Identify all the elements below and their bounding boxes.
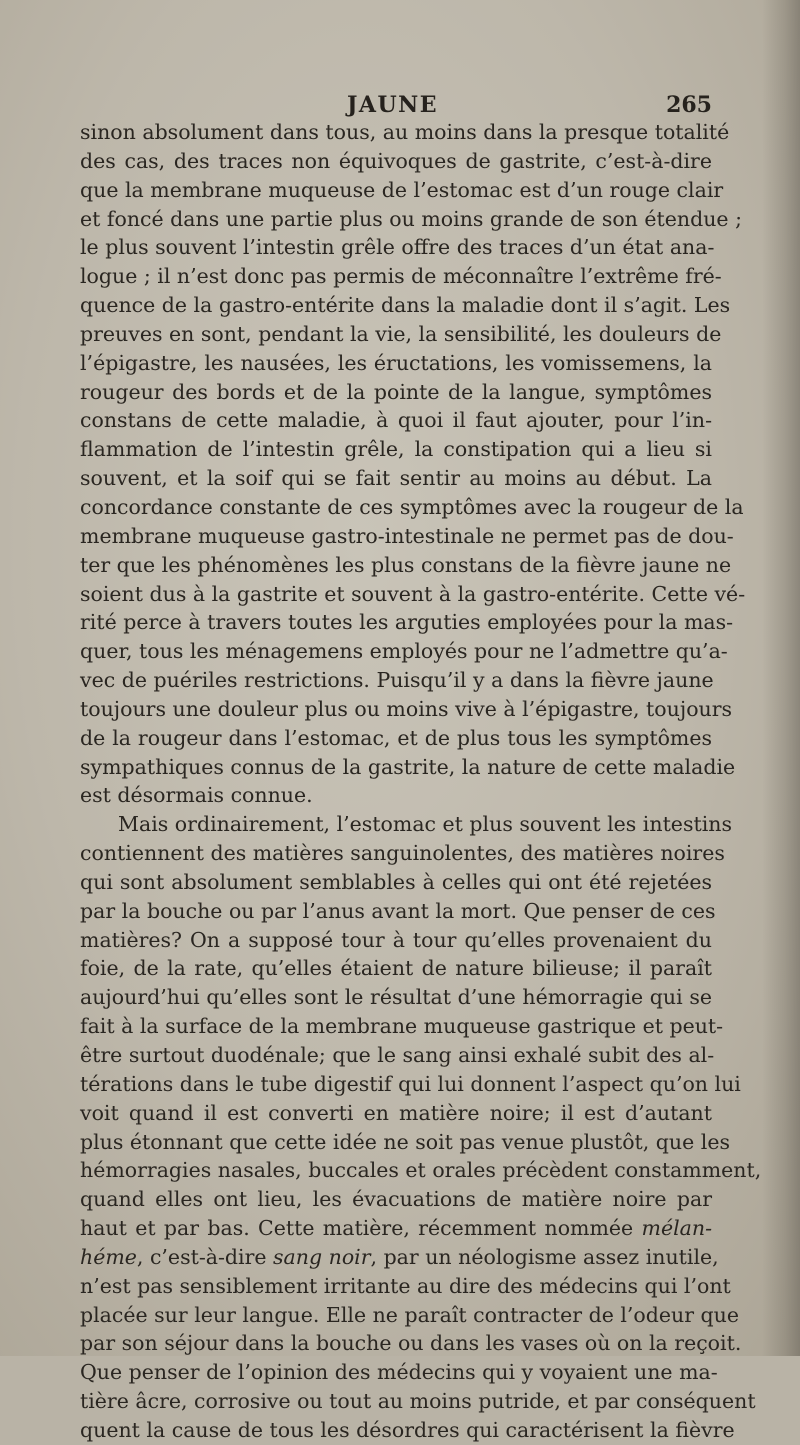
text-line: être surtout duodénale; que le sang ainsi exhalé subit des al- — [80, 1043, 715, 1067]
text-line: foie, de la rate, qu’elles étaient de nature bilieuse; il paraît — [80, 956, 712, 981]
text-line: quer, tous les ménagemens employés pour ne l’admettre qu’a- — [80, 639, 728, 664]
text-line: souvent, et la soif qui se fait sentir au moins au début. La — [80, 466, 712, 491]
text-line: concordance constante de ces symptômes avec la rougeur de la — [80, 494, 744, 519]
text-line: logue ; il n’est donc pas permis de méconnaître l’extrême fré- — [80, 264, 722, 289]
text-line: quence de la gastro-entérite dans la maladie dont il s’agit. Les — [80, 293, 731, 318]
text-line: des cas, des traces non équivoques de gastrite, c’est-à-dire — [80, 148, 712, 173]
text-line: haut et par bas. Cette matière, récemment nommée mélan- — [80, 1216, 712, 1241]
text-line: quand elles ont lieu, les évacuations de matière noire par — [80, 1187, 712, 1212]
text-line: le plus souvent l’intestin grêle offre des traces d’un état ana- — [80, 235, 715, 260]
text-line: par son séjour dans la bouche ou dans les vases où on la reçoit. — [80, 1331, 742, 1356]
text-line: matières? On a supposé tour à tour qu’elles provenaient du — [80, 927, 712, 952]
text-line: rougeur des bords et de la pointe de la langue, symptômes — [80, 379, 712, 404]
page-number: 265 — [666, 92, 712, 118]
text-line: preuves en sont, pendant la vie, la sensibilité, les douleurs de — [80, 321, 722, 346]
text-line: placée sur leur langue. Elle ne paraît contracter de l’odeur que — [80, 1302, 740, 1327]
body-text — [80, 118, 762, 1445]
text-line: plus étonnant que cette idée ne soit pas venue plustôt, que les — [80, 1129, 730, 1154]
text-line: sinon absolument dans tous, au moins dans la presque totalité — [80, 120, 730, 144]
text-line: de la rougeur dans l’estomac, et de plus tous les symptômes — [80, 725, 712, 750]
text-line: fait à la surface de la membrane muqueuse gastrique et peut- — [80, 1014, 724, 1039]
text-line: par la bouche ou par l’anus avant la mort. Que penser de ces — [80, 898, 716, 923]
text-line: voit quand il est converti en matière noire; il est d’autant — [80, 1100, 712, 1125]
text-line: soient dus à la gastrite et souvent à la gastro-entérite. Cette vé- — [80, 581, 746, 606]
text-line: membrane muqueuse gastro-intestinale ne permet pas de dou- — [80, 523, 734, 548]
text-line: l’épigastre, les nausées, les éructations, les vomissemens, la — [80, 350, 712, 375]
text-line: sympathiques connus de la gastrite, la nature de cette maladie — [80, 754, 736, 779]
text-line: qui sont absolument semblables à celles qui ont été rejetées — [80, 869, 712, 894]
text-line: ter que les phénomènes les plus constans de la fièvre jaune ne — [80, 552, 732, 577]
page-edge-shadow — [762, 0, 800, 1356]
text-line: aujourd’hui qu’elles sont le résultat d’une hémorragie qui se — [80, 985, 712, 1010]
text-line-paragraph-end: est désormais connue. — [80, 783, 313, 808]
text-line: Que penser de l’opinion des médecins qui y voyaient une ma- — [80, 1360, 718, 1385]
text-line: toujours une douleur plus ou moins vive à l’épigastre, toujours — [80, 696, 733, 721]
text-line: n’est pas sensiblement irritante au dire des médecins qui l’ont — [80, 1273, 731, 1298]
text-line: flammation de l’intestin grêle, la constipation qui a lieu si — [80, 437, 712, 462]
text-line: et foncé dans une partie plus ou moins grande de son étendue ; — [80, 206, 742, 231]
text-line: rité perce à travers toutes les arguties employées pour la mas- — [80, 610, 734, 635]
text-line: constans de cette maladie, à quoi il faut ajouter, pour l’in- — [80, 408, 712, 433]
text-line: térations dans le tube digestif qui lui donnent l’aspect qu’on lui — [80, 1071, 741, 1096]
running-title: JAUNE — [347, 92, 439, 118]
text-line: contiennent des matières sanguinolentes, des matières noires — [80, 841, 725, 866]
text-line: tière âcre, corrosive ou tout au moins putride, et par conséquent — [80, 1389, 756, 1414]
text-line: vec de puériles restrictions. Puisqu’il y a dans la fièvre jaune — [80, 668, 714, 693]
text-line-paragraph-start: Mais ordinairement, l’estomac et plus souvent les intestins — [118, 812, 732, 837]
text-line: quent la cause de tous les désordres qui caractérisent la fièvre — [80, 1417, 735, 1442]
text-line: que la membrane muqueuse de l’estomac est d’un rouge clair — [80, 177, 724, 202]
text-line: héme, c’est-à-dire sang noir, par un néologisme assez inutile, — [80, 1244, 719, 1269]
text-line: hémorragies nasales, buccales et orales précèdent constamment, — [80, 1158, 762, 1183]
